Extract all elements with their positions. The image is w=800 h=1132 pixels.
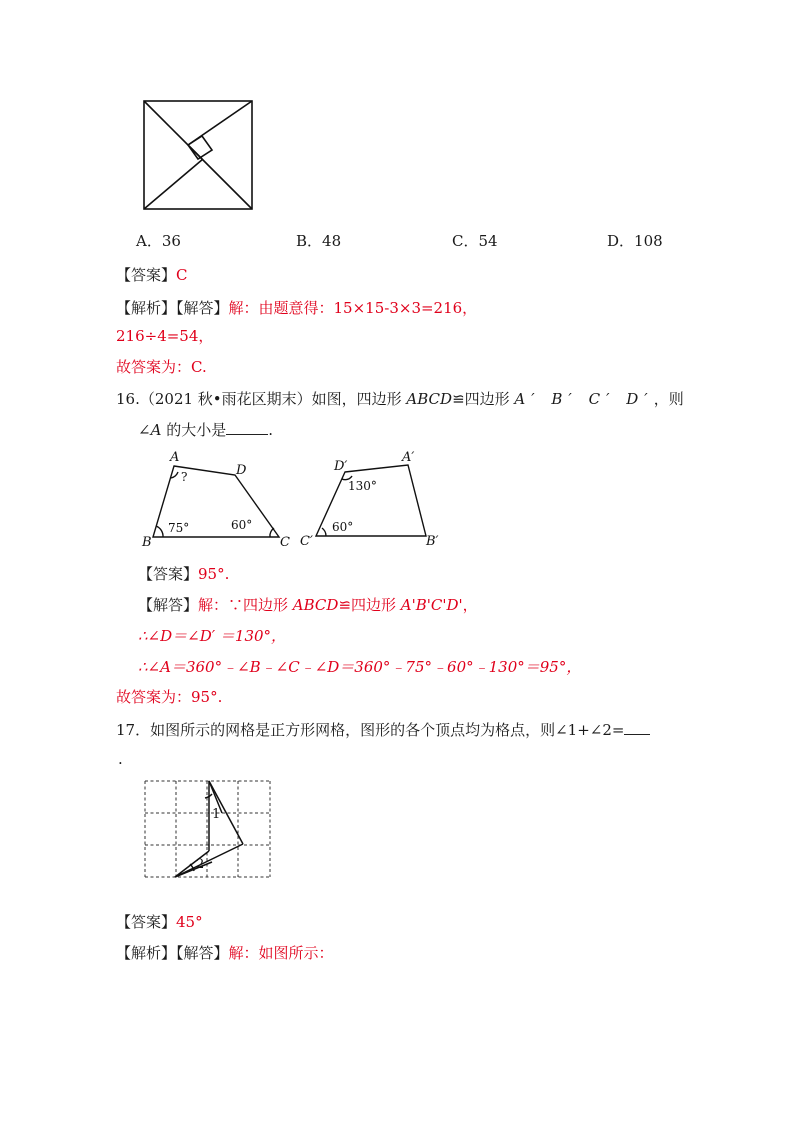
angle-a-label: ? xyxy=(181,470,188,484)
q16-stem-end: ，则 xyxy=(653,390,684,408)
q17-stem-dot: . xyxy=(118,750,123,768)
q17-answer-line xyxy=(116,912,203,932)
angle-c-prime-arc xyxy=(322,528,326,536)
angle-1-label: 1 xyxy=(212,807,221,822)
analysis-tag: 【解析】【解答】 xyxy=(116,299,229,317)
analysis-text: 解：由题意得：15×15-3×3=216， xyxy=(228,299,478,317)
label-b: B xyxy=(142,535,152,548)
q16-solution-line2: ∴∠D＝∠D′ ＝130°， xyxy=(138,627,287,645)
angle-symbol: ∠ xyxy=(138,421,151,439)
dashed-grid xyxy=(145,781,270,877)
angle-d-prime-label: 130° xyxy=(348,479,377,493)
q16-stem-abcd: ABCD xyxy=(406,390,453,408)
solution-abcd-prime: A'B'C'D' xyxy=(400,596,463,614)
q16-stem-a: A xyxy=(150,421,162,439)
q17-analysis-line xyxy=(116,943,334,963)
answer-tag: 【答案】 xyxy=(116,913,177,931)
q15-answer-line xyxy=(116,265,188,285)
label-d-prime: D′ xyxy=(334,459,348,474)
figure-lines xyxy=(175,781,243,877)
pinwheel-line-3 xyxy=(189,146,252,209)
q16-stem-prime: A′ B′ C′ D′ xyxy=(514,390,654,408)
pinwheel-line-4 xyxy=(144,159,203,209)
q15-analysis-line2: 216÷4=54， xyxy=(116,327,214,345)
quadrilateral-figures xyxy=(136,448,456,548)
angle-c-prime-label: 60° xyxy=(332,520,354,534)
option-c: C．54 xyxy=(452,232,498,250)
solution-comma: ， xyxy=(462,596,478,614)
angle-b-label: 75° xyxy=(168,521,190,535)
answer-blank xyxy=(226,420,268,435)
q16-stem-line2 xyxy=(138,420,273,440)
answer-value: 45° xyxy=(176,913,203,931)
option-b: B．48 xyxy=(296,232,342,250)
angle-c-arc xyxy=(270,528,274,537)
q16-stem-rest: 的大小是 xyxy=(161,421,227,439)
solution-cong: ≌四边形 xyxy=(338,596,401,614)
q16-stem-cong: ≌四边形 xyxy=(452,390,515,408)
angle-2-label: 2 xyxy=(196,857,205,872)
q17-stem-text: 17．如图所示的网格是正方形网格，图形的各个顶点均为格点，则∠1+∠2= xyxy=(116,721,625,739)
option-a: A．36 xyxy=(136,232,181,250)
q15-conclusion: 故答案为：C. xyxy=(116,358,207,376)
angle-c-label: 60° xyxy=(231,518,253,532)
grid-figure xyxy=(140,776,276,886)
answer-value: C xyxy=(176,266,188,284)
solution-abcd: ABCD xyxy=(292,596,339,614)
option-d: D．108 xyxy=(607,232,663,250)
answer-value: 95°. xyxy=(198,565,230,583)
label-a: A xyxy=(170,450,180,465)
solution-tag: 【解答】 xyxy=(138,596,199,614)
answer-tag: 【答案】 xyxy=(138,565,199,583)
square-pinwheel-figure xyxy=(138,96,258,214)
label-b-prime: B′ xyxy=(426,534,439,548)
q16-stem-line1 xyxy=(116,389,684,409)
answer-tag: 【答案】 xyxy=(116,266,177,284)
analysis-tag: 【解析】【解答】 xyxy=(116,944,229,962)
q15-analysis-line1 xyxy=(116,298,477,318)
q16-solution-line3: ∴∠A＝360°﹣∠B﹣∠C﹣∠D＝360°﹣75°﹣60°﹣130°＝95°， xyxy=(138,658,582,676)
angle-b-arc xyxy=(156,526,163,537)
answer-blank xyxy=(624,720,650,735)
solution-text: 解：∵四边形 xyxy=(198,596,293,614)
q16-stem-period: . xyxy=(268,421,273,439)
label-a-prime: A′ xyxy=(402,450,415,465)
label-d: D xyxy=(236,463,247,478)
q16-conclusion: 故答案为：95°. xyxy=(116,688,223,706)
label-c-prime: C′ xyxy=(300,534,313,548)
q16-stem-text: 16.（2021 秋•雨花区期末）如图，四边形 xyxy=(116,390,407,408)
label-c: C xyxy=(280,535,290,548)
analysis-text: 解：如图所示： xyxy=(228,944,334,962)
q16-solution-line1 xyxy=(138,595,478,615)
q16-answer-line xyxy=(138,564,229,584)
q17-stem xyxy=(116,720,650,740)
